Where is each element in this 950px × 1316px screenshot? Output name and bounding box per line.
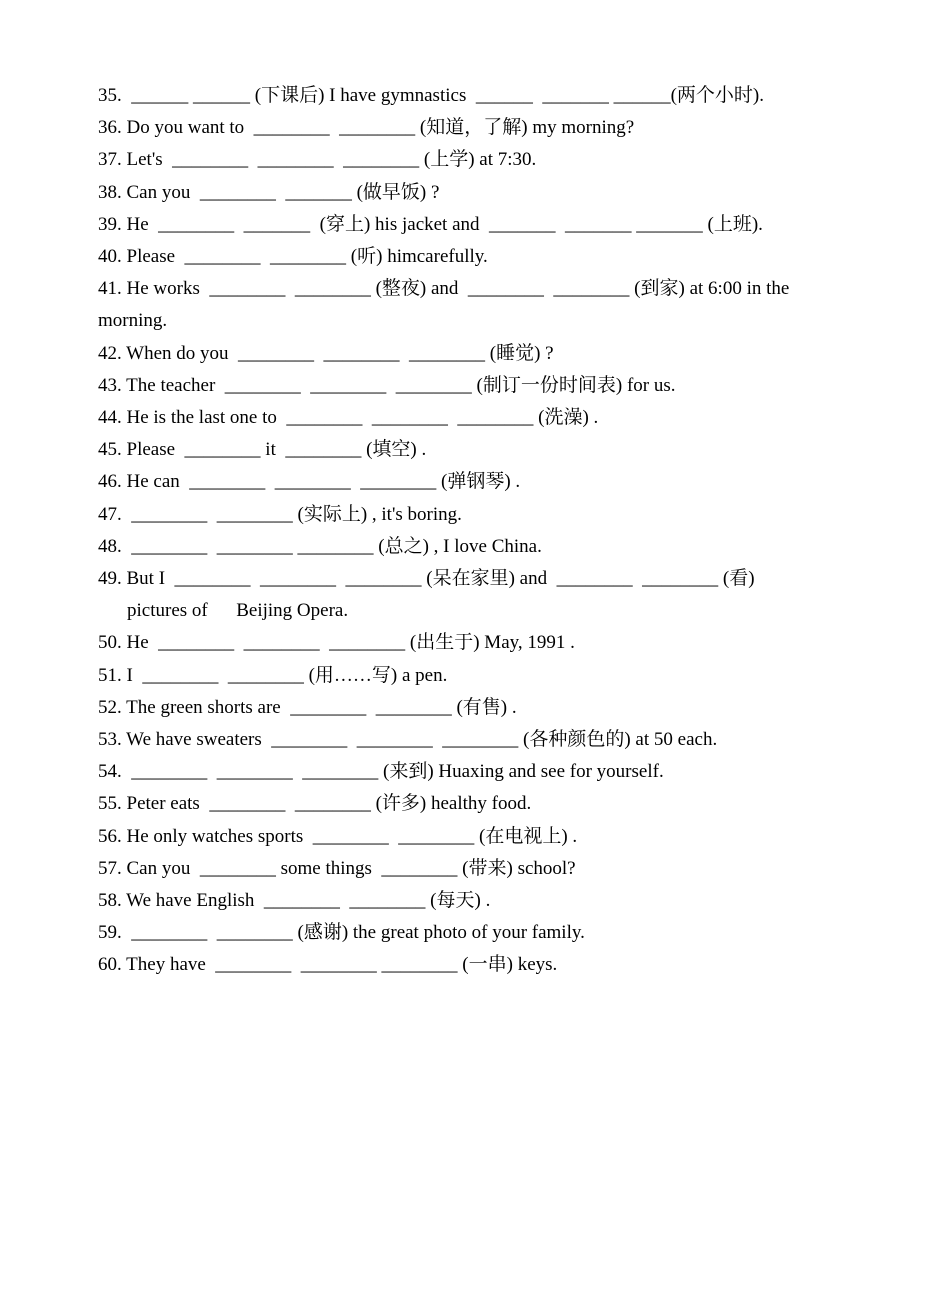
exercise-55: 55. Peter eats ________ ________ (许多) healthy food. [98, 793, 532, 815]
worksheet-page [98, 80, 858, 982]
exercise-45: 45. Please ________ it ________ (填空) . [98, 439, 427, 461]
exercise-41-continued: morning. [98, 310, 168, 332]
exercise-47: 47. ________ ________ (实际上) , it's boring. [98, 503, 462, 525]
exercise-39: 39. He ________ _______ (穿上) his jacket and _______ _______ _______ (上班). [98, 213, 763, 235]
exercise-46: 46. He can ________ ________ ________ (弹钢琴) . [98, 471, 521, 493]
exercise-42: 42. When do you ________ ________ ________ (睡觉) ? [98, 342, 554, 364]
exercise-54: 54. ________ ________ ________ (来到) Huaxing and see for yourself. [98, 761, 664, 783]
exercise-49-continued: pictures of Beijing Opera. [127, 600, 349, 622]
exercise-43: 43. The teacher ________ ________ ________ (制订一份时间表) for us. [98, 374, 676, 396]
exercise-41: 41. He works ________ ________ (整夜) and ________ ________ (到家) at 6:00 in the [98, 278, 790, 300]
exercise-48: 48. ________ ________ ________ (总之) , I love China. [98, 535, 542, 557]
exercise-58: 58. We have English ________ ________ (每天) . [98, 890, 491, 912]
exercise-37: 37. Let's ________ ________ ________ (上学) at 7:30. [98, 149, 537, 171]
exercise-56: 56. He only watches sports ________ ________ (在电视上) . [98, 825, 578, 847]
exercise-40: 40. Please ________ ________ (听) himcarefully. [98, 246, 488, 268]
exercise-35: 35. ______ ______ (下课后) I have gymnastics ______ _______ ______(两个小时). [98, 85, 764, 106]
exercise-49: 49. But I ________ ________ ________ (呆在家里) and ________ ________ (看) [98, 568, 755, 590]
exercise-59: 59. ________ ________ (感谢) the great photo of your family. [98, 922, 585, 944]
exercise-51: 51. I ________ ________ (用……写) a pen. [98, 664, 448, 686]
exercise-52: 52. The green shorts are ________ ________ (有售) . [98, 696, 517, 718]
exercise-38: 38. Can you ________ _______ (做早饭) ? [98, 181, 440, 203]
exercise-50: 50. He ________ ________ ________ (出生于) May, 1991 . [98, 632, 575, 654]
exercise-60: 60. They have ________ ________ ________ (一串) keys. [98, 954, 558, 976]
exercise-44: 44. He is the last one to ________ ________ ________ (洗澡) . [98, 407, 599, 429]
exercise-57: 57. Can you ________ some things ________ (带来) school? [98, 857, 576, 879]
exercise-53: 53. We have sweaters ________ ________ ________ (各种颜色的) at 50 each. [98, 729, 718, 751]
exercise-36: 36. Do you want to ________ ________ (知道，了解) my morning? [98, 117, 635, 139]
